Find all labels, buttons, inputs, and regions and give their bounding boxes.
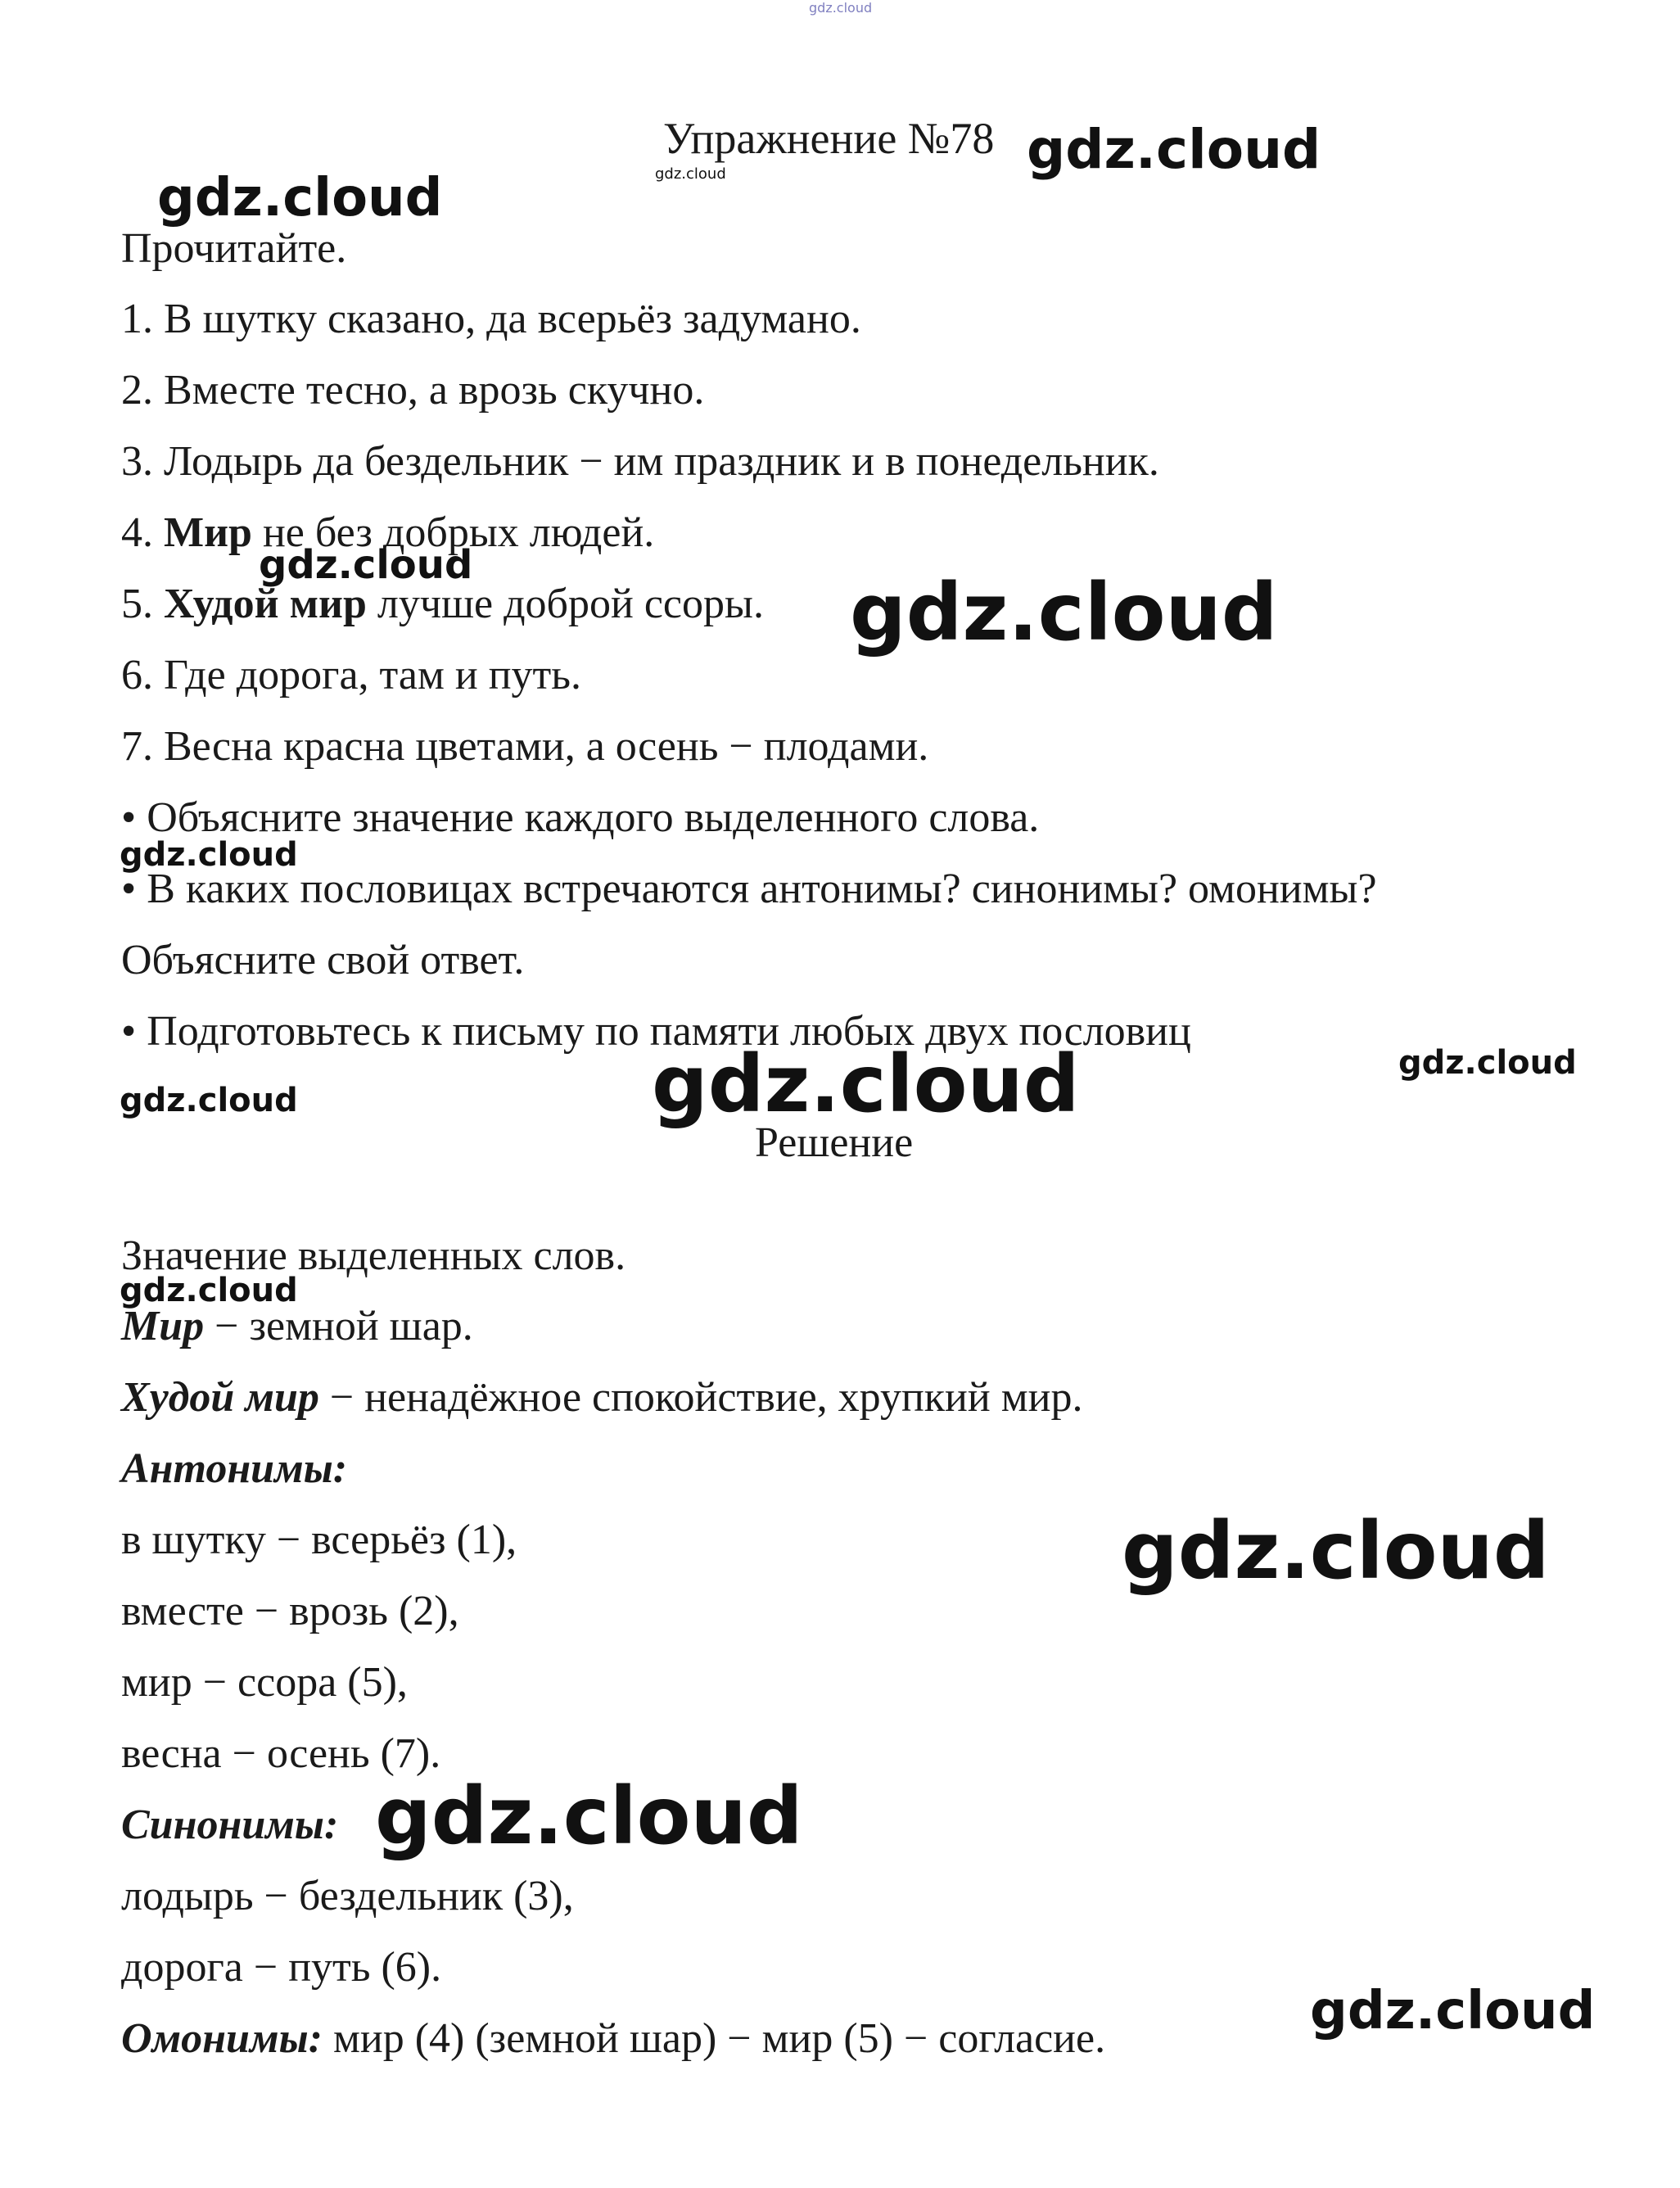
defined-term: Мир [121,1303,205,1349]
antonym-pair-3: мир − ссора (5), [121,1659,408,1706]
antonym-pair-2: вместе − врозь (2), [121,1588,459,1634]
antonyms-label: Антонимы: [121,1445,348,1492]
watermark-mid-1: gdz.cloud [259,542,473,588]
proverb-6 [121,654,581,697]
watermark-small: gdz.cloud [655,165,726,183]
question-2-continued: Объясните свой ответ. [121,937,525,983]
solution-heading: Решение [755,1119,914,1166]
antonym-pair-1: в шутку − всерьёз (1), [121,1517,517,1563]
proverb-text: Вместе тесно, а врозь скучно. [164,367,705,414]
proverb-7 [121,723,929,770]
proverb-text: Весна красна цветами, а осень − плодами. [164,723,929,770]
watermark-top: gdz.cloud [809,0,873,16]
homonyms-text: мир (4) (земной шар) − мир (5) − согласие. [332,2015,1106,2062]
watermark-big-4: gdz.cloud [375,1770,803,1862]
proverb-1 [121,298,861,341]
homonyms-label: Омонимы: [121,2015,323,2062]
homonyms-line [121,2015,1106,2062]
solution-intro: Значение выделенных слов. [121,1232,626,1279]
proverb-text: В шутку сказано, да всерьёз задумано. [164,296,861,342]
watermark-right-1: gdz.cloud [1398,1044,1577,1082]
defined-term: Худой мир [121,1374,319,1421]
highlighted-word: Мир [164,509,252,556]
proverb-text: не без добрых людей. [262,509,655,556]
proverb-number: 4. [121,509,153,556]
proverb-number: 3. [121,438,153,485]
question-2: • В каких пословицах встречаются антонимы? синонимы? омонимы? [121,866,1377,912]
synonym-pair-2: дорога − путь (6). [121,1944,442,1991]
watermark-left-2: gdz.cloud [120,836,298,874]
synonyms-label: Синонимы: [121,1801,339,1848]
watermark-title: gdz.cloud [1027,118,1321,181]
definition-1 [121,1305,473,1348]
proverb-number: 5. [121,581,153,627]
watermark-big-3: gdz.cloud [1122,1505,1550,1597]
instruction: Прочитайте. [121,225,347,272]
watermark-left-3: gdz.cloud [120,1082,298,1119]
question-1: • Объясните значение каждого выделенного слова. [121,794,1040,841]
definition-2 [121,1374,1083,1421]
definition-text: − ненадёжное спокойствие, хрупкий мир. [329,1374,1083,1421]
exercise-title: Упражнение №78 [663,114,995,163]
question-3: • Подготовьтесь к письму по памяти любых двух пословиц [121,1008,1191,1055]
proverb-number: 6. [121,652,153,698]
proverb-number: 1. [121,296,153,342]
watermark-right-2: gdz.cloud [1310,1981,1596,2041]
proverb-text: лучше доброй ссоры. [377,581,764,627]
proverb-text: Где дорога, там и путь. [164,652,581,698]
watermark-left-1: gdz.cloud [157,168,443,228]
proverb-3 [121,438,1159,485]
watermark-left-4: gdz.cloud [120,1272,298,1309]
antonym-pair-4: весна − осень (7). [121,1730,441,1777]
proverb-number: 2. [121,367,153,414]
proverb-5 [121,583,764,626]
proverb-number: 7. [121,723,153,770]
watermark-big-2: gdz.cloud [652,1038,1080,1130]
proverb-text: Лодырь да бездельник − им праздник и в понедельник. [164,438,1159,485]
highlighted-word: Худой мир [164,581,367,627]
watermark-big-1: gdz.cloud [850,567,1278,658]
synonym-pair-1: лодырь − бездельник (3), [121,1873,574,1919]
proverb-2 [121,369,704,412]
definition-text: − земной шар. [215,1303,473,1349]
